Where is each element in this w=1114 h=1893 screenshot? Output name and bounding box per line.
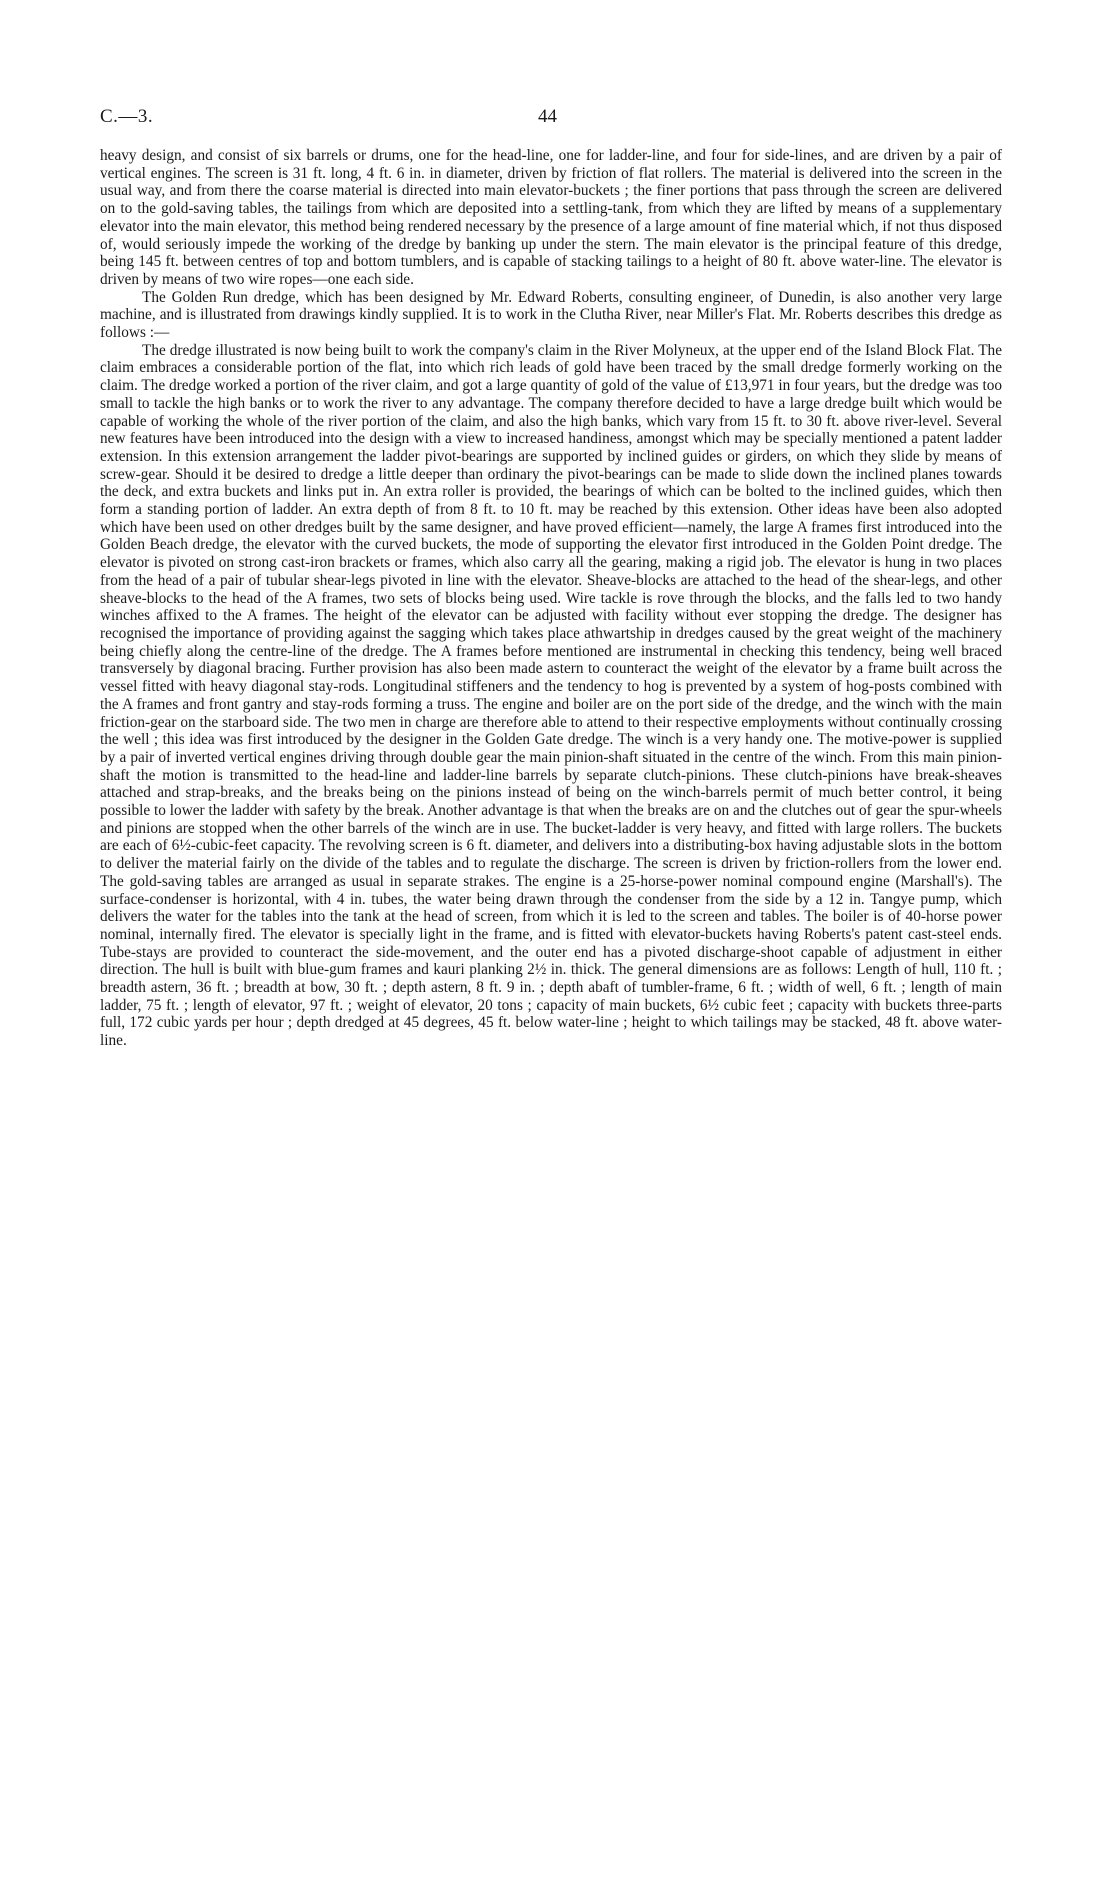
- paragraph-roberts-description: The dredge illustrated is now being built to work the company's claim in the River Molyneux, at the upper end of the Island Block Flat. The claim embraces a considerable portion of the flat, into which rich leads of gold have been traced by the small dredge formerly working on the claim. The dredge worked a portion of the river claim, and got a large quantity of gold of the value of £13,971 in four years, but the dredge was too small to tackle the high banks or to work the river to any advantage. The company therefore decided to have a large dredge built which would be capable of working the whole of the river portion of the claim, and also the high banks, which vary from 15 ft. to 30 ft. above river-level. Several new features have been introduced into the design with a view to increased handiness, amongst which may be specially mentioned a patent ladder extension. In this extension arrangement the ladder pivot-bearings are supported by inclined guides or girders, on which they slide by means of screw-gear. Should it be desired to dredge a little deeper than ordinary the pivot-bearings can be made to slide down the inclined planes towards the deck, and extra buckets and links put in. An extra roller is provided, the bearings of which can be bolted to the inclined guides, which then form a standing portion of ladder. An extra depth of from 8 ft. to 10 ft. may be reached by this extension. Other ideas have been also adopted which have been used on other dredges built by the same designer, and have proved efficient—namely, the large A frames first introduced into the Golden Beach dredge, the elevator with the curved buckets, the mode of supporting the elevator first introduced in the Golden Point dredge. The elevator is pivoted on strong cast-iron brackets or frames, which also carry all the gearing, making a rigid job. The elevator is hung in two places from the head of a pair of tubular shear-legs pivoted in line with the elevator. Sheave-blocks are attached to the head of the shear-legs, and other sheave-blocks to the head of the A frames, two sets of blocks being used. Wire tackle is rove through the blocks, and the falls led to two handy winches affixed to the A frames. The height of the elevator can be adjusted with facility without ever stopping the dredge. The designer has recognised the importance of providing against the sagging which takes place athwartship in dredges caused by the great weight of the machinery being chiefly along the centre-line of the dredge. The A frames before mentioned are instrumental in checking this tendency, being well braced transversely by diagonal bracing. Further provision has also been made astern to counteract the weight of the elevator by a frame built across the vessel fitted with heavy diagonal stay-rods. Longitudinal stiffeners and the tendency to hog is prevented by a system of hog-posts combined with the A frames and front gantry and stay-rods forming a truss. The engine and boiler are on the port side of the dredge, and the winch with the main friction-gear on the starboard side. The two men in charge are therefore able to attend to their respective employments without continually crossing the well ; this idea was first introduced by the designer in the Golden Gate dredge. The winch is a very handy one. The motive-power is supplied by a pair of inverted vertical engines driving through double gear the main pinion-shaft situated in the centre of the winch. From this main pinion-shaft the motion is transmitted to the head-line and ladder-line barrels by separate clutch-pinions. These clutch-pinions have break-sheaves attached and strap-breaks, and the breaks being on the pinions instead of being on the winch-barrels permit of much better control, it being possible to lower the ladder with safety by the break. Another advantage is that when the breaks are on and the clutches out of gear the spur-wheels and pinions are stopped when the other barrels of the winch are in use. The bucket-ladder is very heavy, and fitted with large rollers. The buckets are each of 6½-cubic-feet capacity. The revolving screen is 6 ft. diameter, and delivers into a distributing-box having adjustable slots in the bottom to deliver the material fairly on the divide of the tables and to regulate the discharge. The screen is driven by friction-rollers from the lower end. The gold-saving tables are arranged as usual in separate strakes. The engine is a 25-horse-power nominal compound engine (Marshall's). The surface-condenser is horizontal, with 4 in. tubes, the water being drawn through the condenser from the side by a 12 in. Tangye pump, which delivers the water for the tables into the tank at the head of screen, from which it is led to the screen and tables. The boiler is of 40-horse power nominal, internally fired. The elevator is specially light in the frame, and is fitted with elevator-buckets having Roberts's patent cast-steel ends. Tube-stays are provided to counteract the side-movement, and the outer end has a pivoted discharge-shoot capable of adjustment in either direction. The hull is built with blue-gum frames and kauri planking 2½ in. thick. The general dimensions are as follows: Length of hull, 110 ft. ; breadth astern, 36 ft. ; breadth at bow, 30 ft. ; depth astern, 8 ft. 9 in. ; depth abaft of tumbler-frame, 6 ft. ; width of well, 6 ft. ; length of main ladder, 75 ft. ; length of elevator, 97 ft. ; weight of elevator, 20 tons ; capacity of main buckets, 6½ cubic feet ; capacity with buckets three-parts full, 172 cubic yards per hour ; depth dredged at 45 degrees, 45 ft. below water-line ; height to which tailings may be stacked, 48 ft. above water-line.: [100, 341, 1002, 1050]
- page-header: [100, 106, 1000, 132]
- page-number: 44: [538, 106, 557, 127]
- paragraph-continuation: heavy design, and consist of six barrels or drums, one for the head-line, one for ladder-line, and four for side-lines, and are driven by a pair of vertical engines. The screen is 31 ft. long, 4 ft. 6 in. in diameter, driven by friction of flat rollers. The material is delivered into the screen in the usual way, and from there the coarse material is directed into main elevator-buckets ; the finer portions that pass through the screen are delivered on to the gold-saving tables, the tailings from which are deposited into a settling-tank, from which they are lifted by means of a supplementary elevator into the main elevator, this method being rendered necessary by the presence of a large amount of fine material which, if not thus disposed of, would seriously impede the working of the dredge by banking up under the stern. The main elevator is the principal feature of this dredge, being 145 ft. between centres of top and bottom tumblers, and is capable of stacking tailings to a height of 80 ft. above water-line. The elevator is driven by means of two wire ropes—one each side.: [100, 147, 1002, 288]
- document-reference: C.—3.: [100, 106, 154, 127]
- paragraph-golden-run-intro: The Golden Run dredge, which has been designed by Mr. Edward Roberts, consulting engineer, of Dunedin, is also another very large machine, and is illustrated from drawings kindly supplied. It is to work in the Clutha River, near Miller's Flat. Mr. Roberts describes this dredge as follows :—: [100, 288, 1002, 342]
- body-text: [100, 147, 1002, 1050]
